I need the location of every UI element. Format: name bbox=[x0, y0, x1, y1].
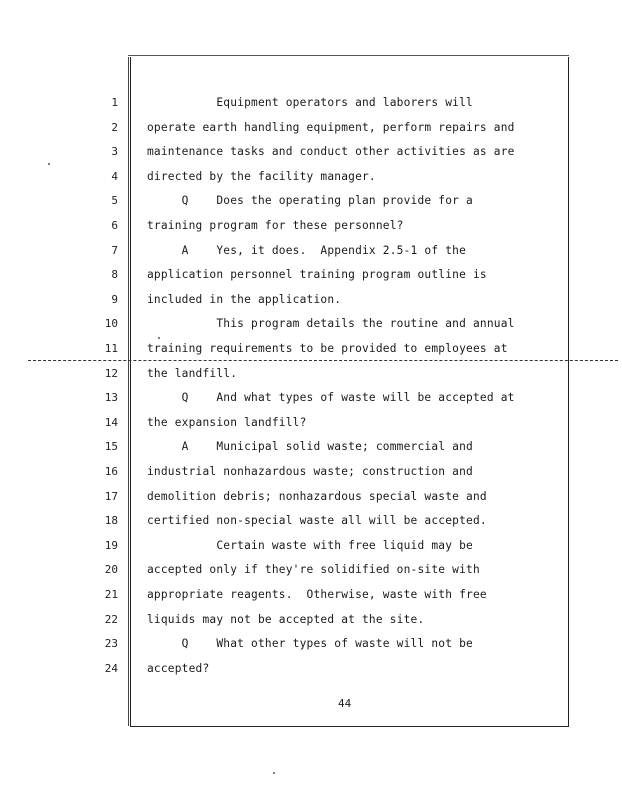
line-text: included in the application. bbox=[147, 292, 342, 306]
line-number: 22 bbox=[104, 612, 118, 626]
line-text: operate earth handling equipment, perform repairs and bbox=[147, 120, 515, 134]
line-number: 10 bbox=[104, 317, 118, 331]
line-number: 14 bbox=[104, 415, 118, 429]
line-text: application personnel training program outline is bbox=[147, 268, 487, 282]
line-number: 1 bbox=[111, 96, 118, 109]
line-text: training program for these personnel? bbox=[147, 219, 404, 232]
line-text: accepted? bbox=[147, 661, 210, 675]
line-number: 4 bbox=[111, 169, 118, 183]
line-number: 7 bbox=[111, 243, 118, 257]
line-text: Certain waste with free liquid may be bbox=[147, 538, 473, 552]
line-number: 18 bbox=[104, 514, 118, 528]
line-number: 12 bbox=[104, 366, 118, 380]
line-number: 23 bbox=[104, 637, 118, 651]
line-text: appropriate reagents. Otherwise, waste with free bbox=[147, 588, 487, 601]
line-number: 15 bbox=[104, 440, 118, 454]
speck bbox=[273, 772, 275, 774]
line-number: 17 bbox=[104, 489, 118, 503]
speck bbox=[158, 337, 160, 339]
line-text: A Yes, it does. Appendix 2.5-1 of the bbox=[147, 243, 467, 257]
line-text: industrial nonhazardous waste; construction and bbox=[147, 465, 473, 478]
line-text: certified non-special waste all will be accepted. bbox=[147, 514, 487, 528]
line-text: maintenance tasks and conduct other activities as are bbox=[147, 145, 515, 159]
line-number: 24 bbox=[104, 661, 118, 675]
line-text: liquids may not be accepted at the site. bbox=[147, 612, 425, 626]
line-number: 13 bbox=[104, 391, 118, 405]
line-text: directed by the facility manager. bbox=[147, 169, 376, 183]
line-number: 16 bbox=[104, 465, 118, 478]
line-text: Q Does the operating plan provide for a bbox=[147, 194, 473, 208]
line-number: 11 bbox=[104, 342, 118, 355]
line-text: This program details the routine and annual bbox=[147, 317, 515, 331]
line-number: 20 bbox=[104, 563, 118, 577]
line-number: 6 bbox=[111, 219, 118, 232]
line-text: demolition debris; nonhazardous special waste and bbox=[147, 489, 487, 503]
line-number: 2 bbox=[111, 120, 118, 134]
line-number: 19 bbox=[104, 538, 118, 552]
line-number: 8 bbox=[111, 268, 118, 282]
line-number: 9 bbox=[111, 292, 118, 306]
line-text: A Municipal solid waste; commercial and bbox=[147, 440, 473, 454]
line-text: accepted only if they're solidified on-site with bbox=[147, 563, 480, 577]
line-text: Equipment operators and laborers will bbox=[147, 96, 473, 109]
line-text: the expansion landfill? bbox=[147, 415, 307, 429]
line-text: Q What other types of waste will not be bbox=[147, 637, 473, 651]
line-number: 21 bbox=[104, 588, 118, 601]
line-number: 5 bbox=[111, 194, 118, 208]
line-text: training requirements to be provided to employees at bbox=[147, 342, 508, 355]
line-text: Q And what types of waste will be accepted at bbox=[147, 391, 515, 405]
line-text: the landfill. bbox=[147, 366, 238, 380]
speck bbox=[48, 163, 50, 165]
page-number: 44 bbox=[338, 697, 352, 710]
line-number: 3 bbox=[111, 145, 118, 159]
